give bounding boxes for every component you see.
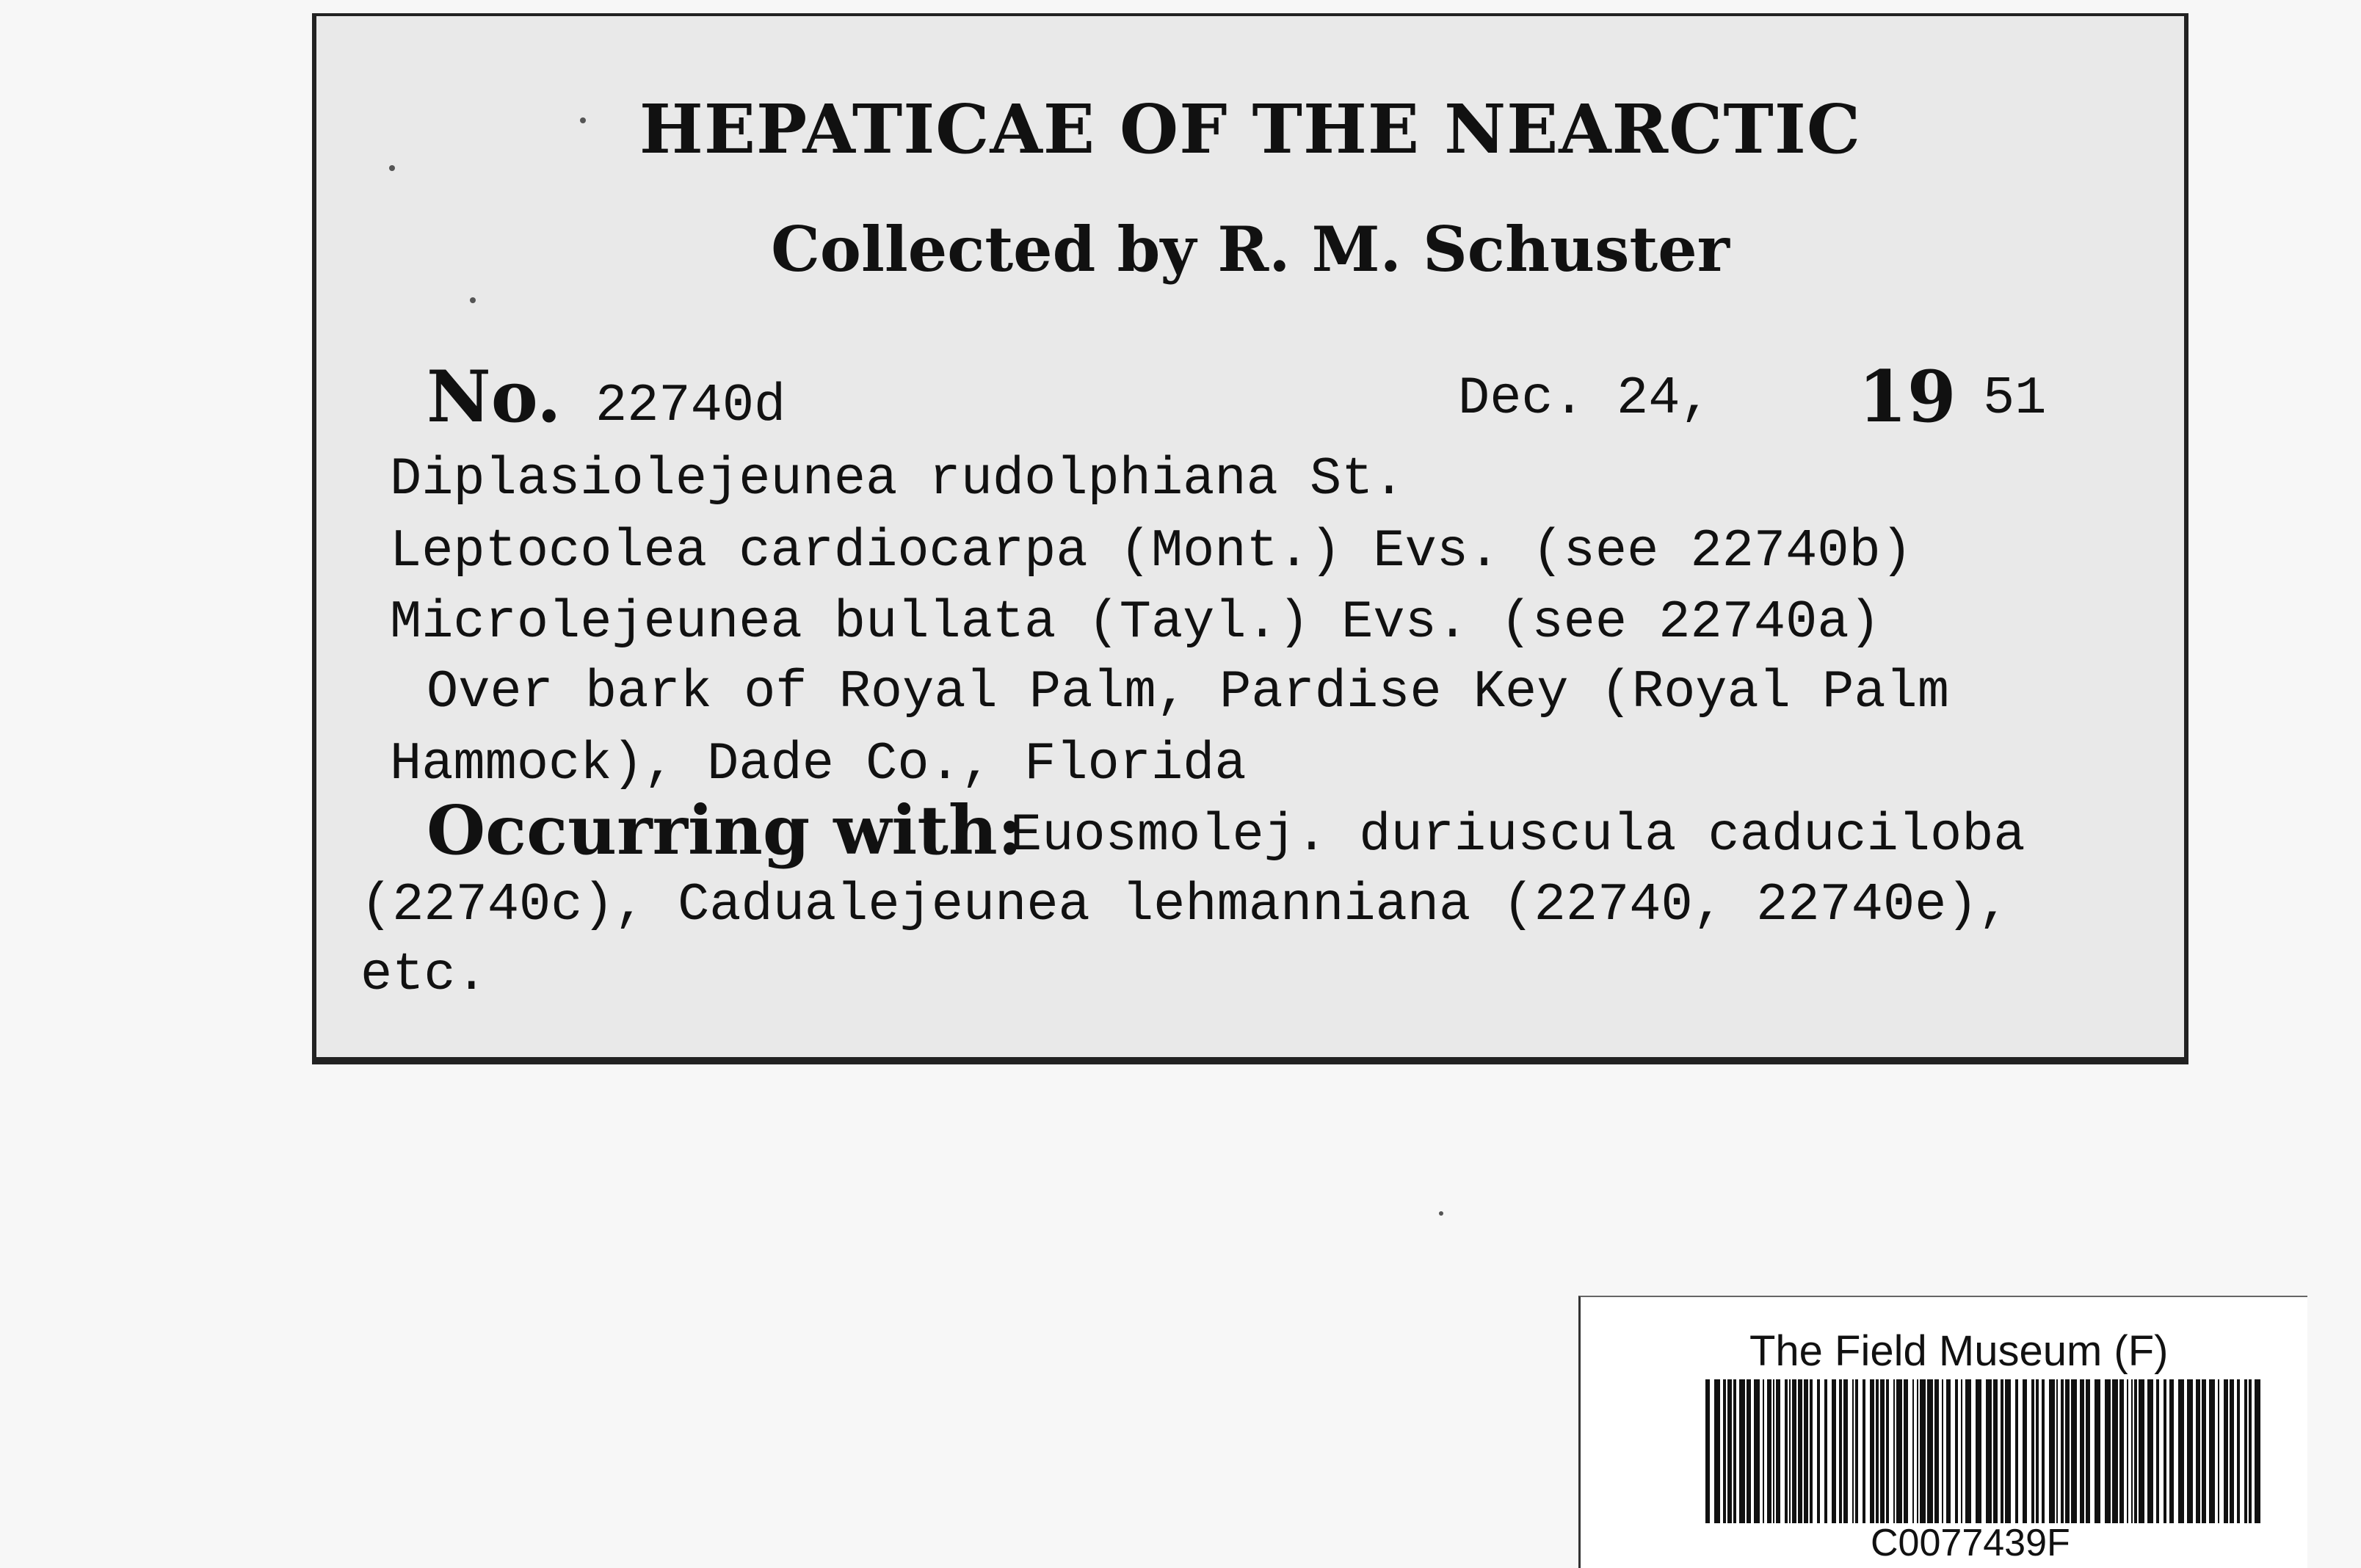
barcode-bar (2202, 1379, 2206, 1523)
barcode-bar (2164, 1379, 2166, 1523)
barcode-bar (1727, 1379, 1732, 1523)
locality-line: Hammock), Dade Co., Florida (390, 734, 1247, 794)
continuation-line: (22740c), Cadualejeunea lehmanniana (22740, 22740e), (360, 875, 2010, 935)
barcode-bar (2169, 1379, 2174, 1523)
barcode-bar (1776, 1379, 1780, 1523)
number-label: No. (427, 355, 562, 438)
barcode-bar (1739, 1379, 1745, 1523)
barcode-bar (2119, 1379, 2124, 1523)
barcode-bar (1852, 1379, 1854, 1523)
barcode-bar (1863, 1379, 1865, 1523)
barcode-bar (1798, 1379, 1802, 1523)
barcode-bar (1789, 1379, 1791, 1523)
barcode-bar (1942, 1379, 1943, 1523)
label-title: HEPATICAE OF THE NEARCTIC (639, 90, 1862, 169)
specimen-label (312, 13, 2188, 1064)
catalog-number: C0077439F (1871, 1522, 2070, 1564)
barcode-bar (1785, 1379, 1788, 1523)
date-value: Dec. 24, (1458, 369, 1712, 429)
scan-speck (470, 297, 476, 303)
barcode-bar (1773, 1379, 1774, 1523)
barcode-bar (2139, 1379, 2144, 1523)
taxon-line: Microlejeunea bullata (Tayl.) Evs. (see 22740a) (390, 592, 1881, 653)
barcode-bar (1839, 1379, 1842, 1523)
barcode-bar (2237, 1379, 2240, 1523)
barcode-bar (1792, 1379, 1796, 1523)
barcode-bar (2224, 1379, 2228, 1523)
barcode-bar (2127, 1379, 2128, 1523)
scan-speck (1439, 1211, 1443, 1216)
barcode-bar (1810, 1379, 1813, 1523)
barcode-bar (1832, 1379, 1836, 1523)
barcode-bar (2001, 1379, 2003, 1523)
barcode-bar (1920, 1379, 1926, 1523)
barcode-bar (1893, 1379, 1895, 1523)
barcode-bar (2071, 1379, 2077, 1523)
barcode-bar (2049, 1379, 2055, 1523)
barcode-bar (1946, 1379, 1951, 1523)
year-prefix: 19 (1858, 355, 1956, 438)
taxon-line: Leptocolea cardiocarpa (Mont.) Evs. (see 22740b) (390, 521, 1912, 581)
barcode-bar (2005, 1379, 2011, 1523)
barcode-bar (2209, 1379, 2215, 1523)
barcode-bar (2086, 1379, 2090, 1523)
barcode-bar (1817, 1379, 1820, 1523)
barcode-bar (1824, 1379, 1827, 1523)
barcode-bar (2230, 1379, 2234, 1523)
barcode-bar (1705, 1379, 1710, 1523)
barcode-bar (1723, 1379, 1726, 1523)
barcode-bar (2196, 1379, 2200, 1523)
barcode-bar (2255, 1379, 2260, 1523)
barcode-bar (1934, 1379, 1939, 1523)
habitat-line: Over bark of Royal Palm, Pardise Key (Royal Palm (427, 662, 1949, 722)
barcode-bar (1876, 1379, 1879, 1523)
barcode-bar (1733, 1379, 1736, 1523)
barcode-bar (2244, 1379, 2247, 1523)
occurring-with-label: Occurring with: (427, 791, 1023, 870)
number-value: 22740d (595, 376, 786, 436)
barcode-bar (1804, 1379, 1808, 1523)
barcode-bar (2147, 1379, 2153, 1523)
barcode-bar (1955, 1379, 1958, 1523)
barcode-bar (2156, 1379, 2159, 1523)
barcode-bar (2023, 1379, 2027, 1523)
barcode-bar (1763, 1379, 1764, 1523)
barcode-bar (1917, 1379, 1918, 1523)
barcode-bar (2112, 1379, 2118, 1523)
barcode-bar (1767, 1379, 1771, 1523)
year-suffix: 51 (1983, 369, 2047, 429)
barcode-bar (2036, 1379, 2039, 1523)
barcode-bar (2061, 1379, 2064, 1523)
barcode-bar (1965, 1379, 1971, 1523)
barcode-bar (1870, 1379, 1874, 1523)
barcode-bar (1754, 1379, 1760, 1523)
barcode-bar (2056, 1379, 2058, 1523)
scan-speck (389, 165, 395, 171)
barcode-bar (1976, 1379, 1981, 1523)
barcode-bar (2095, 1379, 2100, 1523)
barcode-bar (2249, 1379, 2252, 1523)
barcode-bar (1912, 1379, 1914, 1523)
barcode-bar (2065, 1379, 2070, 1523)
occurring-with-text: Euosmolej. duriuscula caduciloba (1010, 805, 2025, 865)
barcode-bar (1986, 1379, 1992, 1523)
barcode-bar (2080, 1379, 2084, 1523)
barcode-bar (1896, 1379, 1902, 1523)
barcode-bar (2131, 1379, 2133, 1523)
barcode-bar (1886, 1379, 1889, 1523)
barcode-icon (1705, 1379, 2263, 1523)
barcode-bar (2105, 1379, 2111, 1523)
barcode-bar (2187, 1379, 2193, 1523)
museum-name: The Field Museum (F) (1749, 1327, 2169, 1375)
barcode-bar (1904, 1379, 1908, 1523)
barcode-bar (2015, 1379, 2018, 1523)
barcode-bar (1855, 1379, 1858, 1523)
barcode-bar (1880, 1379, 1885, 1523)
barcode-bar (2218, 1379, 2219, 1523)
barcode-bar (1993, 1379, 1998, 1523)
barcode-bar (1961, 1379, 1962, 1523)
barcode-bar (2031, 1379, 2034, 1523)
continuation-line: etc. (360, 945, 487, 1005)
barcode-bar (1843, 1379, 1848, 1523)
barcode-bar (2134, 1379, 2137, 1523)
scan-speck (580, 117, 586, 123)
barcode-bar (2178, 1379, 2184, 1523)
barcode-bar (2042, 1379, 2045, 1523)
barcode-bar (1747, 1379, 1751, 1523)
museum-barcode-label (1578, 1296, 2307, 1568)
barcode-bar (1714, 1379, 1720, 1523)
label-subtitle: Collected by R. M. Schuster (771, 213, 1730, 286)
barcode-bar (1927, 1379, 1933, 1523)
taxon-line: Diplasiolejeunea rudolphiana St. (390, 449, 1405, 509)
